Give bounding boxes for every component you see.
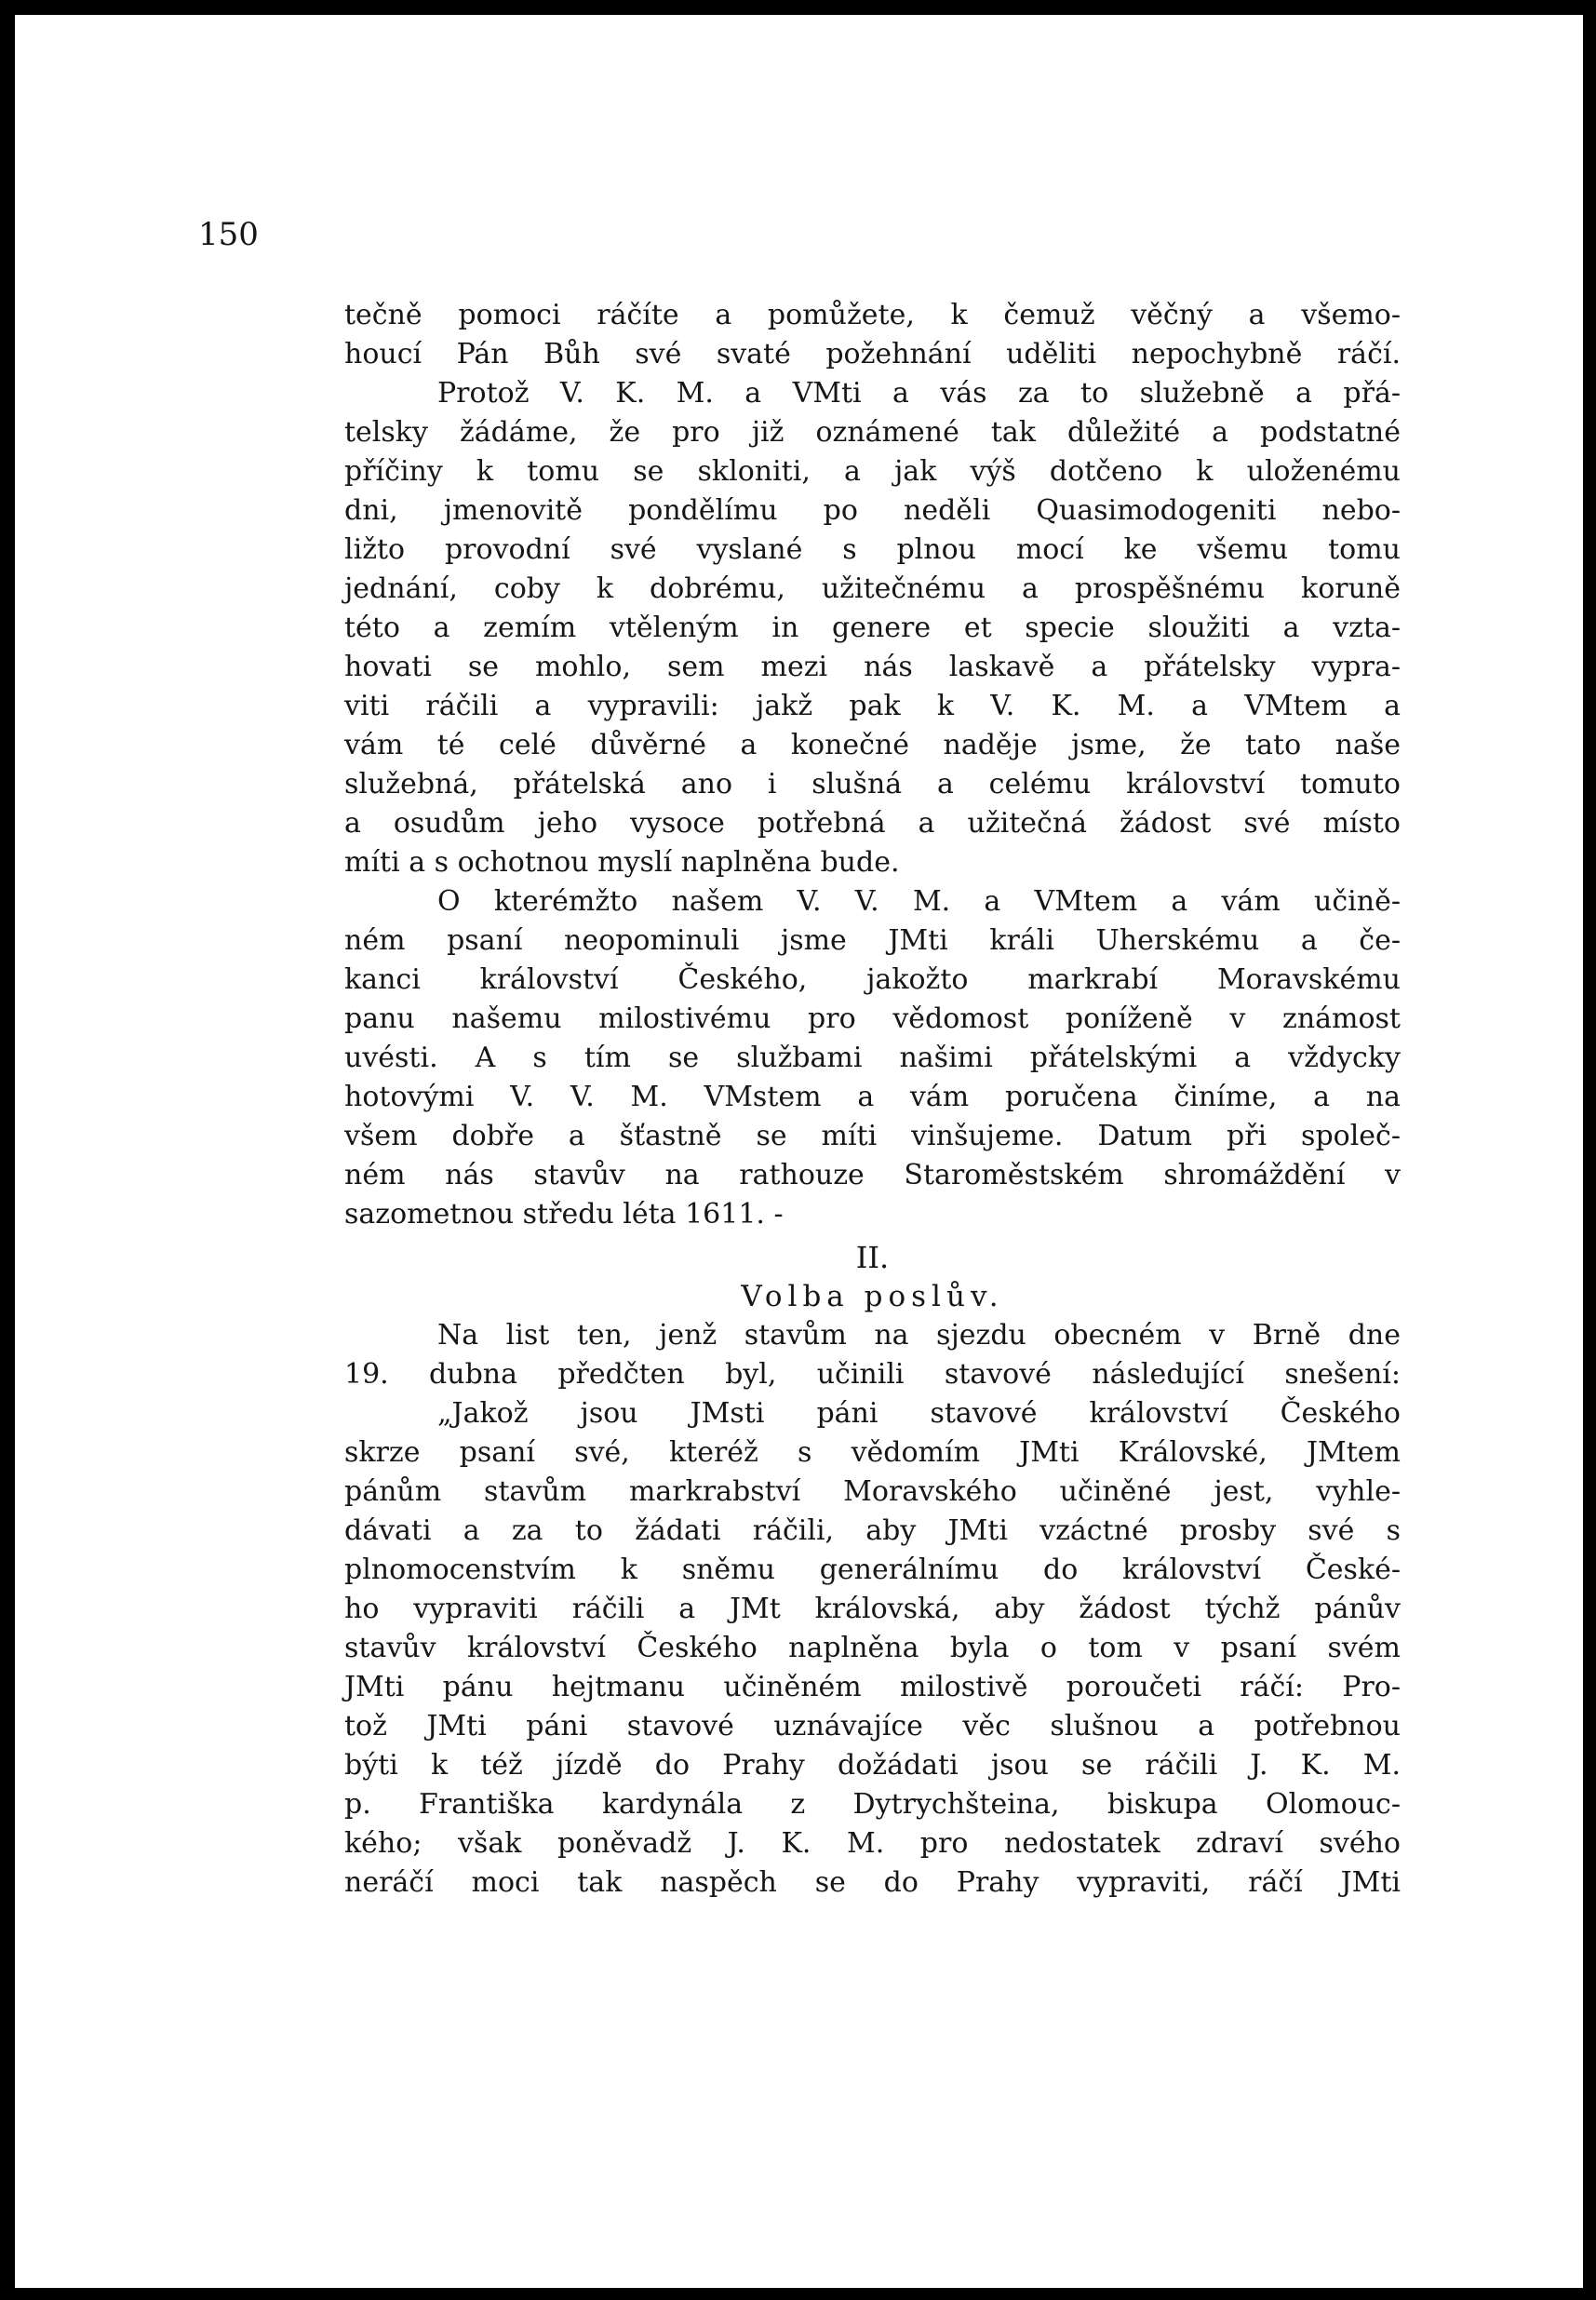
text-line: pánům stavům markrabství Moravského učiněné jest, vyhle- [344, 1475, 1401, 1508]
text-line: tož JMti páni stavové uznávajíce věc slušnou a potřebnou [344, 1710, 1401, 1742]
text-line: neráčí moci tak naspěch se do Prahy vypraviti, ráčí JMti [344, 1866, 1401, 1899]
text-line: hotovými V. V. M. VMstem a vám poručena činíme, a na [344, 1081, 1401, 1113]
text-line: ho vypraviti ráčili a JMt královská, aby žádost týchž pánův [344, 1593, 1401, 1625]
text-line: Na list ten, jenž stavům na sjezdu obecném v Brně dne [437, 1319, 1401, 1352]
text-line: ném psaní neopominuli jsme JMti králi Uherskému a če- [344, 924, 1401, 957]
text-line: hovati se mohlo, sem mezi nás laskavě a přátelsky vypra- [344, 651, 1401, 683]
text-line: uvésti. A s tím se službami našimi přátelskými a vždycky [344, 1042, 1401, 1074]
text-line: 19. dubna předčten byl, učinili stavové následující snešení: [344, 1358, 1401, 1391]
text-line: býti k též jízdě do Prahy dožádati jsou se ráčili J. K. M. [344, 1749, 1401, 1782]
text-line: telsky žádáme, že pro již oznámené tak důležité a podstatné [344, 416, 1401, 449]
text-line: O kterémžto našem V. V. M. a VMtem a vám učině- [437, 885, 1401, 918]
text-line: viti ráčili a vypravili: jakž pak k V. K. M. a VMtem a [344, 690, 1401, 722]
section-number: II. [855, 1240, 890, 1275]
text-line: všem dobře a šťastně se míti vinšujeme. Datum při společ- [344, 1120, 1401, 1152]
text-line: „Jakož jsou JMsti páni stavové království Českého [437, 1397, 1401, 1430]
text-line: příčiny k tomu se skloniti, a jak výš dotčeno k uloženému [344, 455, 1401, 488]
text-line: služebná, přátelská ano i slušná a celému království tomuto [344, 768, 1401, 800]
text-line: houcí Pán Bůh své svaté požehnání uděliti nepochybně ráčí. [344, 338, 1401, 370]
text-line: Protož V. K. M. a VMti a vás za to služebně a přá- [437, 377, 1401, 410]
section-title: Volba poslův. [741, 1280, 1004, 1313]
text-line: panu našemu milostivému pro vědomost poníženě v známost [344, 1002, 1401, 1035]
text-line: ližto provodní své vyslané s plnou mocí ke všemu tomu [344, 533, 1401, 566]
text-line: míti a s ochotnou myslí naplněna bude. [344, 846, 900, 879]
text-line: kého; však poněvadž J. K. M. pro nedostatek zdraví svého [344, 1827, 1401, 1860]
text-line: vám té celé důvěrné a konečné naděje jsme, že tato naše [344, 729, 1401, 761]
body-text [344, 296, 1401, 1903]
text-line: kanci království Českého, jakožto markrabí Moravskému [344, 963, 1401, 996]
text-line: sazometnou středu léta 1611. - [344, 1198, 784, 1231]
text-line: dávati a za to žádati ráčili, aby JMti vzáctné prosby své s [344, 1514, 1401, 1547]
text-line: p. Františka kardynála z Dytrychšteina, biskupa Olomouc- [344, 1788, 1401, 1821]
text-line: dni, jmenovitě pondělímu po neděli Quasimodogeniti nebo- [344, 494, 1401, 527]
text-line: ném nás stavův na rathouze Staroměstském shromáždění v [344, 1159, 1401, 1191]
page-number: 150 [198, 216, 259, 253]
text-line: tečně pomoci ráčíte a pomůžete, k čemuž věčný a všemo- [344, 299, 1401, 331]
text-line: plnomocenstvím k sněmu generálnímu do království České- [344, 1554, 1401, 1586]
text-line: stavův království Českého naplněna byla o tom v psaní svém [344, 1632, 1401, 1664]
text-line: jednání, coby k dobrému, užitečnému a prospěšnému koruně [344, 572, 1401, 605]
text-line: skrze psaní své, kteréž s vědomím JMti Královské, JMtem [344, 1436, 1401, 1469]
text-line: a osudům jeho vysoce potřebná a užitečná žádost své místo [344, 807, 1401, 840]
text-line: JMti pánu hejtmanu učiněném milostivě poroučeti ráčí: Pro- [344, 1671, 1401, 1703]
text-line: této a zemím vtěleným in genere et specie sloužiti a vzta- [344, 612, 1401, 644]
